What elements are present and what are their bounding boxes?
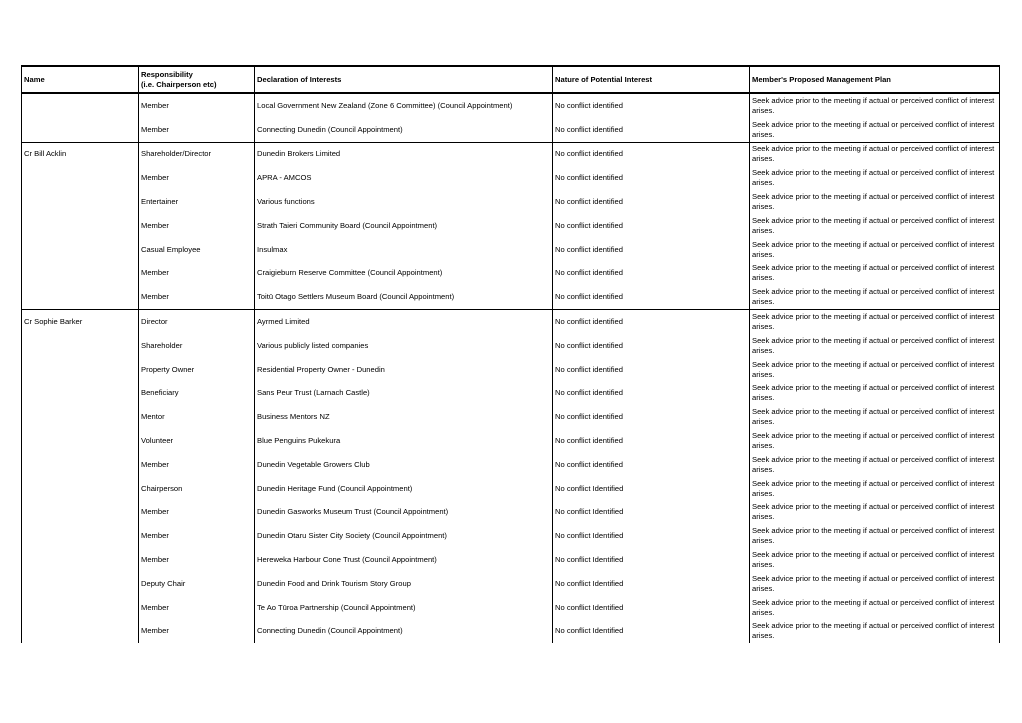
table-row (22, 262, 1000, 286)
nature-cell: No conflict identified (553, 310, 750, 334)
name-cell (22, 334, 139, 358)
header-row (22, 66, 1000, 93)
management-plan-cell: Seek advice prior to the meeting if actual or perceived conflict of interest arises. (750, 262, 1000, 286)
table-row (22, 166, 1000, 190)
name-cell (22, 453, 139, 477)
table-row (22, 93, 1000, 118)
name-cell (22, 572, 139, 596)
nature-cell: No conflict Identified (553, 548, 750, 572)
declaration-cell: Residential Property Owner - Dunedin (255, 358, 553, 382)
declaration-cell: Dunedin Otaru Sister City Society (Council Appointment) (255, 524, 553, 548)
name-cell (22, 501, 139, 525)
management-plan-cell: Seek advice prior to the meeting if actual or perceived conflict of interest arises. (750, 596, 1000, 620)
name-cell (22, 477, 139, 501)
name-cell (22, 596, 139, 620)
management-plan-cell: Seek advice prior to the meeting if actual or perceived conflict of interest arises. (750, 548, 1000, 572)
responsibility-cell: Member (139, 93, 255, 118)
table-row (22, 477, 1000, 501)
declaration-cell: Various functions (255, 190, 553, 214)
management-plan-cell: Seek advice prior to the meeting if actual or perceived conflict of interest arises. (750, 142, 1000, 166)
table-row (22, 501, 1000, 525)
name-cell (22, 548, 139, 572)
nature-cell: No conflict identified (553, 429, 750, 453)
declaration-cell: APRA - AMCOS (255, 166, 553, 190)
management-plan-cell: Seek advice prior to the meeting if actual or perceived conflict of interest arises. (750, 572, 1000, 596)
nature-cell: No conflict identified (553, 118, 750, 142)
table-row (22, 310, 1000, 334)
responsibility-cell: Member (139, 285, 255, 309)
declaration-cell: Local Government New Zealand (Zone 6 Committee) (Council Appointment) (255, 93, 553, 118)
responsibility-cell: Casual Employee (139, 238, 255, 262)
declaration-cell: Various publicly listed companies (255, 334, 553, 358)
responsibility-cell: Entertainer (139, 190, 255, 214)
table-row (22, 285, 1000, 309)
responsibility-cell: Member (139, 620, 255, 644)
name-cell (22, 118, 139, 142)
header-declaration: Declaration of Interests (255, 66, 553, 93)
management-plan-cell: Seek advice prior to the meeting if actual or perceived conflict of interest arises. (750, 358, 1000, 382)
declaration-cell: Blue Penguins Pukekura (255, 429, 553, 453)
header-plan: Member's Proposed Management Plan (750, 66, 1000, 93)
nature-cell: No conflict identified (553, 93, 750, 118)
nature-cell: No conflict identified (553, 214, 750, 238)
name-cell (22, 382, 139, 406)
declaration-cell: Dunedin Vegetable Growers Club (255, 453, 553, 477)
management-plan-cell: Seek advice prior to the meeting if actual or perceived conflict of interest arises. (750, 405, 1000, 429)
name-cell (22, 93, 139, 118)
nature-cell: No conflict identified (553, 382, 750, 406)
table-row (22, 548, 1000, 572)
nature-cell: No conflict identified (553, 405, 750, 429)
name-cell: Cr Bill Acklin (22, 142, 139, 166)
declaration-cell: Craigieburn Reserve Committee (Council Appointment) (255, 262, 553, 286)
header-nature: Nature of Potential Interest (553, 66, 750, 93)
nature-cell: No conflict Identified (553, 524, 750, 548)
name-cell (22, 405, 139, 429)
table-row (22, 214, 1000, 238)
declaration-cell: Toitū Otago Settlers Museum Board (Council Appointment) (255, 285, 553, 309)
responsibility-cell: Member (139, 262, 255, 286)
name-cell (22, 214, 139, 238)
header-responsibility-line2: (i.e. Chairperson etc) (141, 79, 217, 89)
management-plan-cell: Seek advice prior to the meeting if actual or perceived conflict of interest arises. (750, 238, 1000, 262)
management-plan-cell: Seek advice prior to the meeting if actual or perceived conflict of interest arises. (750, 190, 1000, 214)
management-plan-cell: Seek advice prior to the meeting if actual or perceived conflict of interest arises. (750, 310, 1000, 334)
name-cell (22, 620, 139, 644)
management-plan-cell: Seek advice prior to the meeting if actual or perceived conflict of interest arises. (750, 620, 1000, 644)
table-row (22, 238, 1000, 262)
responsibility-cell: Member (139, 453, 255, 477)
table-row (22, 190, 1000, 214)
responsibility-cell: Member (139, 501, 255, 525)
declaration-cell: Hereweka Harbour Cone Trust (Council Appointment) (255, 548, 553, 572)
responsibility-cell: Member (139, 596, 255, 620)
table-row (22, 405, 1000, 429)
nature-cell: No conflict Identified (553, 572, 750, 596)
name-cell (22, 238, 139, 262)
header-name: Name (22, 66, 139, 93)
management-plan-cell: Seek advice prior to the meeting if actual or perceived conflict of interest arises. (750, 334, 1000, 358)
nature-cell: No conflict identified (553, 142, 750, 166)
declaration-cell: Dunedin Heritage Fund (Council Appointment) (255, 477, 553, 501)
nature-cell: No conflict identified (553, 358, 750, 382)
declaration-cell: Dunedin Gasworks Museum Trust (Council Appointment) (255, 501, 553, 525)
table-row (22, 382, 1000, 406)
responsibility-cell: Deputy Chair (139, 572, 255, 596)
responsibility-cell: Shareholder (139, 334, 255, 358)
nature-cell: No conflict Identified (553, 620, 750, 644)
name-cell: Cr Sophie Barker (22, 310, 139, 334)
table-row (22, 142, 1000, 166)
name-cell (22, 524, 139, 548)
declaration-cell: Connecting Dunedin (Council Appointment) (255, 620, 553, 644)
table-row (22, 358, 1000, 382)
table-row (22, 453, 1000, 477)
management-plan-cell: Seek advice prior to the meeting if actual or perceived conflict of interest arises. (750, 166, 1000, 190)
management-plan-cell: Seek advice prior to the meeting if actual or perceived conflict of interest arises. (750, 477, 1000, 501)
header-responsibility (139, 66, 255, 93)
declaration-cell: Connecting Dunedin (Council Appointment) (255, 118, 553, 142)
declaration-cell: Ayrmed Limited (255, 310, 553, 334)
responsibility-cell: Member (139, 166, 255, 190)
declaration-cell: Business Mentors NZ (255, 405, 553, 429)
declaration-cell: Strath Taieri Community Board (Council Appointment) (255, 214, 553, 238)
table-row (22, 429, 1000, 453)
nature-cell: No conflict identified (553, 334, 750, 358)
nature-cell: No conflict Identified (553, 477, 750, 501)
management-plan-cell: Seek advice prior to the meeting if actual or perceived conflict of interest arises. (750, 285, 1000, 309)
nature-cell: No conflict Identified (553, 596, 750, 620)
nature-cell: No conflict identified (553, 262, 750, 286)
nature-cell: No conflict identified (553, 285, 750, 309)
responsibility-cell: Member (139, 214, 255, 238)
table-row (22, 620, 1000, 644)
table-row (22, 572, 1000, 596)
responsibility-cell: Volunteer (139, 429, 255, 453)
name-cell (22, 166, 139, 190)
management-plan-cell: Seek advice prior to the meeting if actual or perceived conflict of interest arises. (750, 214, 1000, 238)
table-row (22, 118, 1000, 142)
management-plan-cell: Seek advice prior to the meeting if actual or perceived conflict of interest arises. (750, 524, 1000, 548)
declaration-cell: Dunedin Food and Drink Tourism Story Group (255, 572, 553, 596)
table-row (22, 524, 1000, 548)
nature-cell: No conflict identified (553, 166, 750, 190)
declaration-cell: Insulmax (255, 238, 553, 262)
management-plan-cell: Seek advice prior to the meeting if actual or perceived conflict of interest arises. (750, 382, 1000, 406)
management-plan-cell: Seek advice prior to the meeting if actual or perceived conflict of interest arises. (750, 501, 1000, 525)
name-cell (22, 262, 139, 286)
responsibility-cell: Mentor (139, 405, 255, 429)
name-cell (22, 358, 139, 382)
responsibility-cell: Member (139, 524, 255, 548)
name-cell (22, 190, 139, 214)
table-body (22, 93, 1000, 643)
responsibility-cell: Director (139, 310, 255, 334)
management-plan-cell: Seek advice prior to the meeting if actual or perceived conflict of interest arises. (750, 93, 1000, 118)
nature-cell: No conflict identified (553, 453, 750, 477)
table-row (22, 596, 1000, 620)
management-plan-cell: Seek advice prior to the meeting if actual or perceived conflict of interest arises. (750, 429, 1000, 453)
responsibility-cell: Shareholder/Director (139, 142, 255, 166)
declaration-cell: Te Ao Tūroa Partnership (Council Appointment) (255, 596, 553, 620)
management-plan-cell: Seek advice prior to the meeting if actual or perceived conflict of interest arises. (750, 118, 1000, 142)
responsibility-cell: Member (139, 548, 255, 572)
responsibility-cell: Beneficiary (139, 382, 255, 406)
responsibility-cell: Member (139, 118, 255, 142)
declaration-cell: Dunedin Brokers Limited (255, 142, 553, 166)
declaration-cell: Sans Peur Trust (Larnach Castle) (255, 382, 553, 406)
responsibility-cell: Chairperson (139, 477, 255, 501)
management-plan-cell: Seek advice prior to the meeting if actual or perceived conflict of interest arises. (750, 453, 1000, 477)
nature-cell: No conflict identified (553, 238, 750, 262)
name-cell (22, 285, 139, 309)
register-of-interests-table (21, 65, 1000, 643)
nature-cell: No conflict identified (553, 190, 750, 214)
name-cell (22, 429, 139, 453)
table-row (22, 334, 1000, 358)
nature-cell: No conflict Identified (553, 501, 750, 525)
responsibility-cell: Property Owner (139, 358, 255, 382)
header-responsibility-line1: Responsibility (141, 69, 193, 79)
